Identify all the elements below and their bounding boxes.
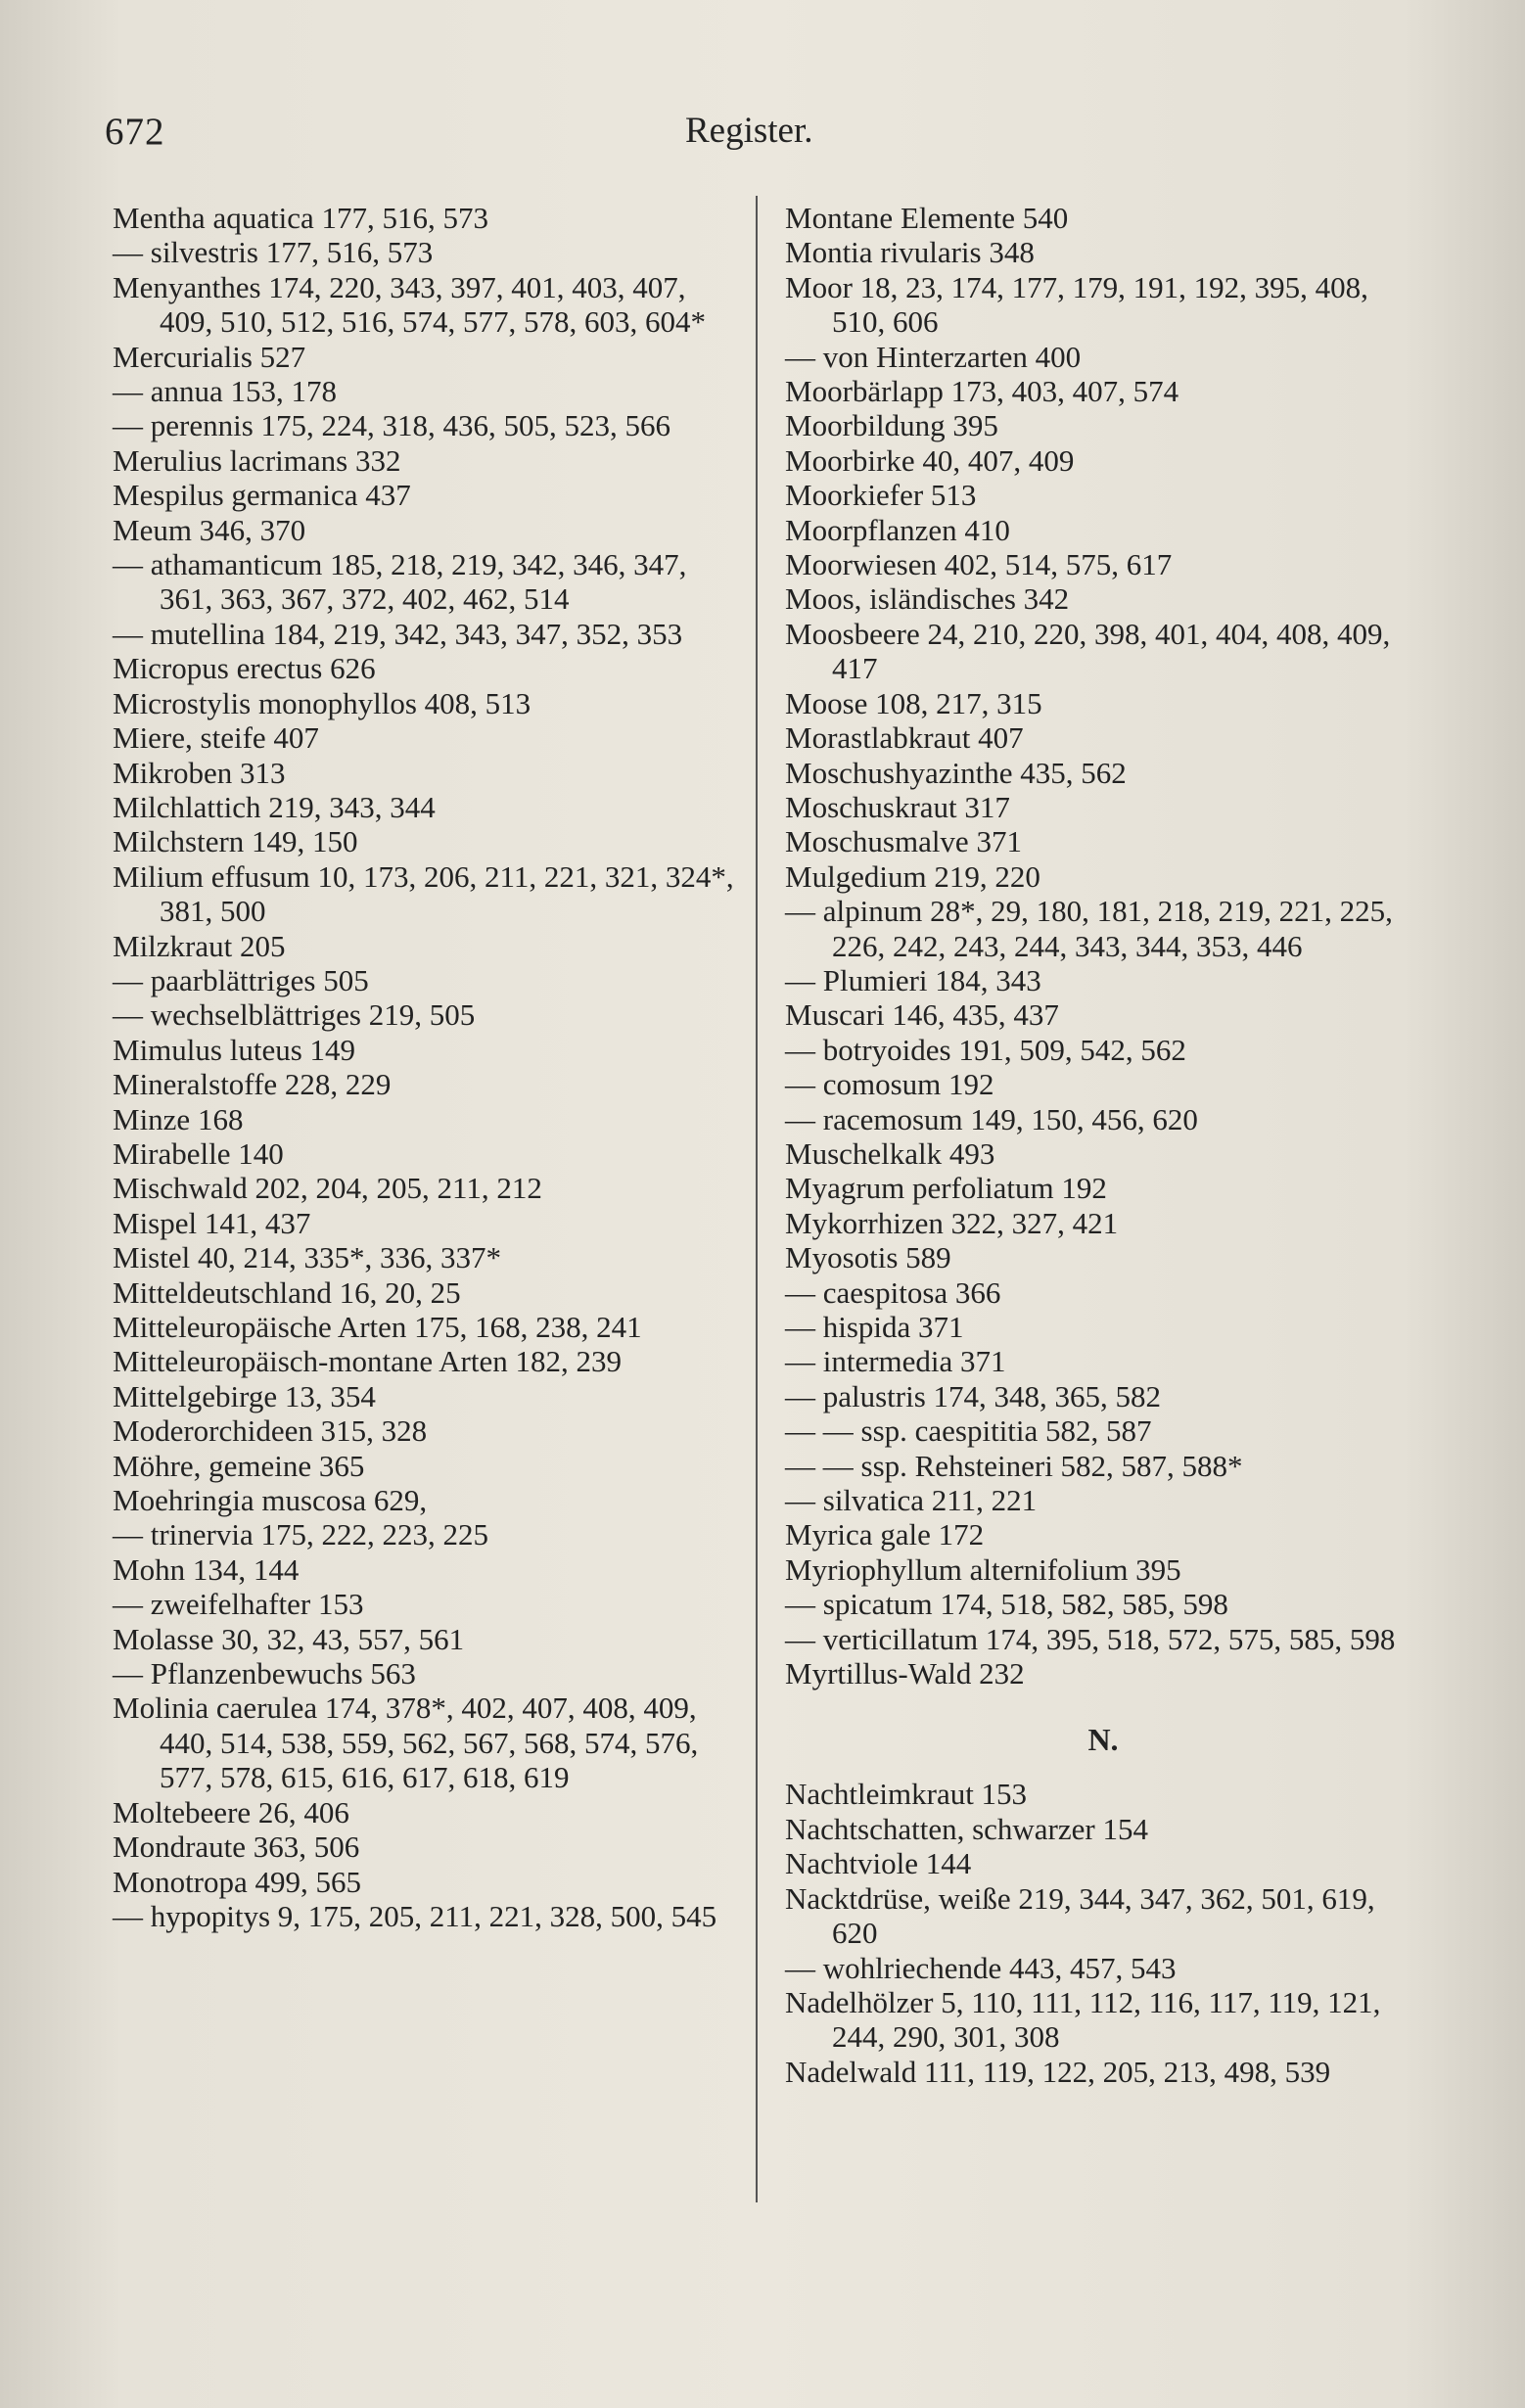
index-entry: Mondraute 363, 506	[113, 1829, 360, 1865]
index-entry: Moorpflanzen 410	[785, 512, 1010, 547]
index-entry: Myriophyllum alternifolium 395	[785, 1551, 1181, 1587]
index-entry: Milium effusum 10, 173, 206, 211, 221, 321, 324*, 381, 500	[113, 858, 734, 929]
index-entry: Mittelgebirge 13, 354	[113, 1378, 376, 1413]
index-entry: Molinia caerulea 174, 378*, 402, 407, 408, 409, 440, 514, 538, 559, 562, 567, 568, 574, 576, 577, 578, 615, 616, 617, 618, 619	[113, 1690, 699, 1795]
index-entry: — von Hinterzarten 400	[785, 339, 1082, 374]
index-entry: Mikroben 313	[113, 755, 286, 790]
index-entry: — — ssp. caespititia 582, 587	[785, 1413, 1152, 1449]
index-column-left	[113, 201, 734, 1933]
index-entry: Moehringia muscosa 629,	[113, 1483, 428, 1518]
index-column-right	[785, 201, 1421, 2089]
index-entry: Möhre, gemeine 365	[113, 1448, 365, 1483]
index-entry: Moschushyazinthe 435, 562	[785, 755, 1127, 790]
index-entry: — palustris 174, 348, 365, 582	[785, 1378, 1162, 1413]
index-entry: — — ssp. Rehsteineri 582, 587, 588*	[785, 1448, 1243, 1483]
index-entry: Mispel 141, 437	[113, 1205, 311, 1240]
index-entry: Moos, isländisches 342	[785, 581, 1070, 617]
index-entry: Montane Elemente 540	[785, 201, 1069, 235]
index-entry: Moose 108, 217, 315	[785, 685, 1042, 720]
index-entry: — Plumieri 184, 343	[785, 962, 1041, 997]
index-entry: — silvestris 177, 516, 573	[113, 235, 434, 270]
index-entry: Micropus erectus 626	[113, 651, 376, 686]
index-entry: Miere, steife 407	[113, 720, 319, 756]
index-entry: Moosbeere 24, 210, 220, 398, 401, 404, 408, 409, 417	[785, 616, 1391, 686]
index-entry: Milchlattich 219, 343, 344	[113, 789, 436, 824]
index-entry: Moltebeere 26, 406	[113, 1794, 349, 1829]
index-entry: Mistel 40, 214, 335*, 336, 337*	[113, 1240, 501, 1275]
index-entry: Moorbirke 40, 407, 409	[785, 442, 1075, 478]
index-entry: Mykorrhizen 322, 327, 421	[785, 1205, 1119, 1240]
index-entry: Mitteldeutschland 16, 20, 25	[113, 1274, 461, 1310]
index-entry: — paarblättriges 505	[113, 962, 369, 997]
index-entry: Mohn 134, 144	[113, 1551, 300, 1587]
index-entry: Meum 346, 370	[113, 512, 306, 547]
index-entry: Moorwiesen 402, 514, 575, 617	[785, 547, 1173, 582]
index-entry: Molasse 30, 32, 43, 557, 561	[113, 1621, 465, 1656]
index-entry: Moorkiefer 513	[785, 478, 977, 513]
index-entry: Menyanthes 174, 220, 343, 397, 401, 403, 407, 409, 510, 512, 516, 574, 577, 578, 603, 604*	[113, 269, 706, 340]
index-entry: Moor 18, 23, 174, 177, 179, 191, 192, 395, 408, 510, 606	[785, 269, 1368, 340]
index-entry: — comosum 192	[785, 1067, 994, 1102]
index-entry: Muscari 146, 435, 437	[785, 997, 1059, 1033]
index-entry: Myosotis 589	[785, 1240, 951, 1275]
index-entry: — wohlriechende 443, 457, 543	[785, 1950, 1177, 1985]
column-divider	[756, 196, 758, 2202]
index-entry: Mespilus germanica 437	[113, 478, 411, 513]
index-entry: — wechselblättriges 219, 505	[113, 997, 476, 1033]
index-entry: Minze 168	[113, 1101, 244, 1136]
index-entry: Nachtviole 144	[785, 1846, 972, 1881]
index-entry: Myrica gale 172	[785, 1517, 985, 1552]
index-section-m	[785, 201, 1421, 1690]
index-entry: Moschusmalve 371	[785, 824, 1022, 859]
index-entry: — zweifelhafter 153	[113, 1587, 364, 1622]
index-entry: Moschuskraut 317	[785, 789, 1010, 824]
index-entry: Nadelhölzer 5, 110, 111, 112, 116, 117, 119, 121, 244, 290, 301, 308	[785, 1984, 1381, 2055]
running-head: Register.	[685, 111, 813, 151]
index-entry: Myrtillus-Wald 232	[785, 1656, 1025, 1691]
index-entry: Microstylis monophyllos 408, 513	[113, 685, 531, 720]
index-entry: — caespitosa 366	[785, 1274, 1001, 1310]
index-entry: Mulgedium 219, 220	[785, 858, 1040, 894]
index-entry: Morastlabkraut 407	[785, 720, 1024, 756]
index-entry: Mitteleuropäisch-montane Arten 182, 239	[113, 1344, 622, 1379]
index-entry: — Pflanzenbewuchs 563	[113, 1656, 416, 1691]
index-entry: Milzkraut 205	[113, 928, 286, 963]
index-entry: Merulius lacrimans 332	[113, 442, 401, 478]
index-entry: Nacktdrüse, weiße 219, 344, 347, 362, 501, 619, 620	[785, 1880, 1375, 1951]
index-entry: Mimulus luteus 149	[113, 1032, 356, 1067]
index-entry: — alpinum 28*, 29, 180, 181, 218, 219, 221, 225, 226, 242, 243, 244, 343, 344, 353, 446	[785, 894, 1393, 963]
index-entry: — trinervia 175, 222, 223, 225	[113, 1517, 489, 1552]
index-entry: Mitteleuropäische Arten 175, 168, 238, 241	[113, 1310, 642, 1344]
index-entry: Mirabelle 140	[113, 1135, 284, 1171]
index-entry: Muschelkalk 493	[785, 1135, 995, 1171]
index-entry: — hypopitys 9, 175, 205, 211, 221, 328, 500, 545	[113, 1898, 717, 1933]
index-entry: — athamanticum 185, 218, 219, 342, 346, 347, 361, 363, 367, 372, 402, 462, 514	[113, 547, 687, 617]
index-entry: — silvatica 211, 221	[785, 1483, 1038, 1518]
index-entry: Mentha aquatica 177, 516, 573	[113, 201, 488, 235]
index-entry: — hispida 371	[785, 1310, 964, 1344]
index-entry: Montia rivularis 348	[785, 235, 1035, 270]
index-entry: — perennis 175, 224, 318, 436, 505, 523, 566	[113, 408, 671, 443]
index-entry: Mercurialis 527	[113, 339, 306, 374]
index-entry: — mutellina 184, 219, 342, 343, 347, 352, 353	[113, 616, 683, 651]
index-entry: Moderorchideen 315, 328	[113, 1413, 428, 1449]
index-entry: — spicatum 174, 518, 582, 585, 598	[785, 1587, 1228, 1622]
index-entry: Mineralstoffe 228, 229	[113, 1067, 392, 1102]
section-letter: N.	[1087, 1722, 1119, 1758]
page-number: 672	[105, 111, 165, 153]
index-entry: — botryoides 191, 509, 542, 562	[785, 1032, 1186, 1067]
index-entry: Nachtleimkraut 153	[785, 1777, 1028, 1812]
index-entry: — racemosum 149, 150, 456, 620	[785, 1101, 1198, 1136]
index-entry: Milchstern 149, 150	[113, 824, 358, 859]
index-entry: Nadelwald 111, 119, 122, 205, 213, 498, 539	[785, 2054, 1331, 2089]
index-entry: Monotropa 499, 565	[113, 1864, 362, 1899]
index-entry: Nachtschatten, schwarzer 154	[785, 1811, 1148, 1846]
index-entry: Moorbärlapp 173, 403, 407, 574	[785, 374, 1179, 409]
index-entry: — annua 153, 178	[113, 374, 338, 409]
index-section-n	[785, 1777, 1421, 2089]
index-entry: — verticillatum 174, 395, 518, 572, 575, 585, 598	[785, 1621, 1396, 1656]
index-entry: Moorbildung 395	[785, 408, 998, 443]
index-entry: Myagrum perfoliatum 192	[785, 1171, 1107, 1206]
index-entry: Mischwald 202, 204, 205, 211, 212	[113, 1171, 542, 1206]
index-entry: — intermedia 371	[785, 1344, 1006, 1379]
